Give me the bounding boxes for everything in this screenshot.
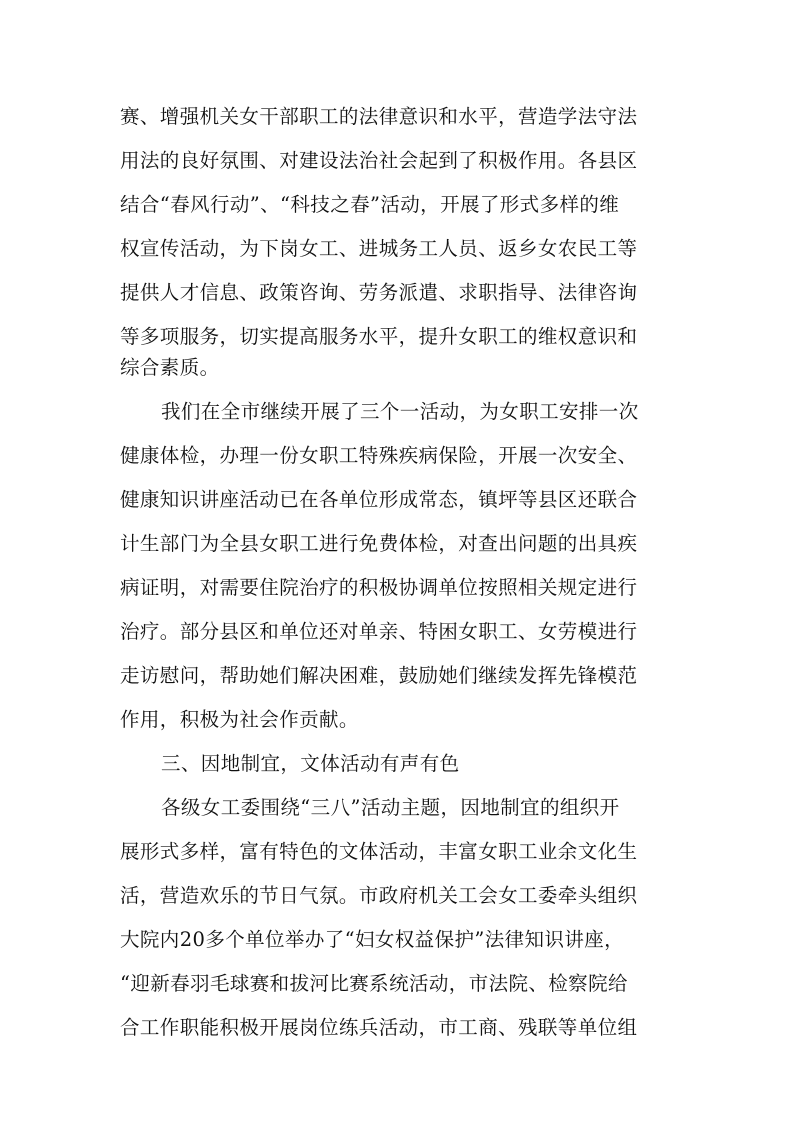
text-line: 赛、增强机关女干部职工的法律意识和水平，营造学法守法: [120, 105, 638, 128]
text-line: 健康体检，办理一份女职工特殊疾病保险，开展一次安全、: [120, 444, 638, 467]
text-line: 结合“春风行动”、“科技之春”活动，开展了形式多样的维: [120, 193, 620, 216]
text-line: 大院内20多个单位举办了“妇女权益保护”法律知识讲座，: [120, 928, 625, 951]
text-line: 作用，积极为社会作贡献。: [120, 708, 359, 731]
text-line: 综合素质。: [120, 356, 220, 379]
text-line: 治疗。部分县区和单位还对单亲、特困女职工、女劳模进行: [120, 620, 638, 643]
text-line: “迎新春羽毛球赛和拔河比赛系统活动，市法院、检察院给: [120, 972, 628, 995]
text-line: 合工作职能积极开展岗位练兵活动，市工商、残联等单位组: [120, 1016, 638, 1039]
paragraph-first-line: 各级女工委围绕“三八”活动主题，因地制宜的组织开: [161, 796, 620, 819]
text-line: 展形式多样，富有特色的文体活动，丰富女职工业余文化生: [120, 840, 638, 863]
text-line: 权宣传活动，为下岗女工、进城务工人员、返乡女农民工等: [120, 237, 638, 260]
text-line: 病证明，对需要住院治疗的积极协调单位按照相关规定进行: [120, 576, 638, 599]
paragraph-first-line: 我们在全市继续开展了三个一活动，为女职工安排一次: [161, 400, 639, 423]
text-line: 用法的良好氛围、对建设法治社会起到了积极作用。各县区: [120, 149, 638, 172]
text-line: 提供人才信息、政策咨询、劳务派遣、求职指导、法律咨询: [120, 281, 638, 304]
text-line: 活，营造欢乐的节日气氛。市政府机关工会女工委牵头组织: [120, 884, 638, 907]
text-line: 计生部门为全县女职工进行免费体检，对查出问题的出具疾: [120, 532, 638, 555]
text-line: 等多项服务，切实提高服务水平，提升女职工的维权意识和: [120, 325, 638, 348]
text-line: 走访慰问，帮助她们解决困难，鼓励她们继续发挥先锋模范: [120, 664, 638, 687]
text-line: 健康知识讲座活动已在各单位形成常态，镇坪等县区还联合: [120, 488, 638, 511]
section-heading: 三、因地制宜，文体活动有声有色: [161, 752, 460, 775]
